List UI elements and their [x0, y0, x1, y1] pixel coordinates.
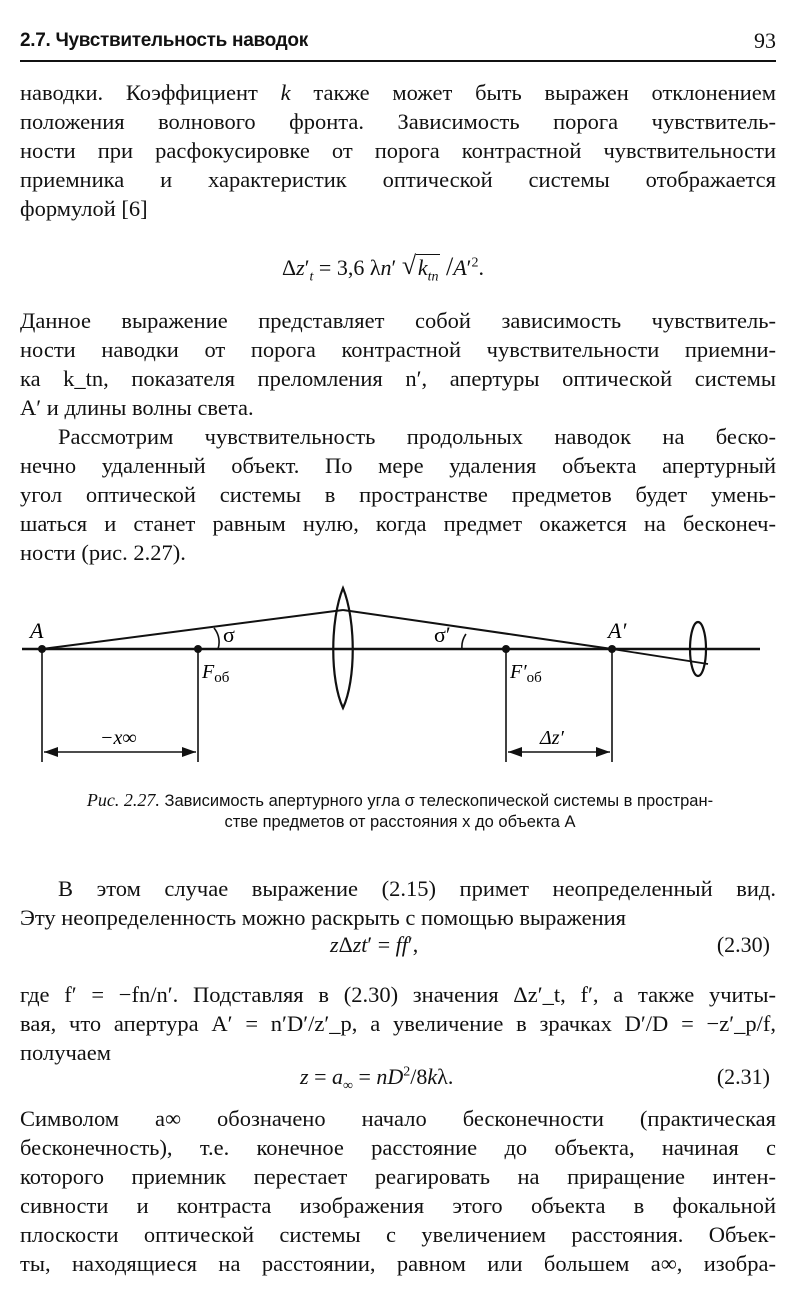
- label-delta-z-prime: Δz′: [540, 727, 564, 749]
- label-f-ob: $F_{об}$: [202, 661, 230, 686]
- figure-telescope-diagram: [0, 580, 794, 780]
- text-line: которого приемник перестает реагировать на приращение интен-: [20, 1164, 776, 1189]
- ray-incoming: [42, 610, 343, 649]
- text-line: шаться и станет равным нулю, когда предмет окажется на бесконеч-: [20, 511, 776, 536]
- label-sigma-prime: σ′: [434, 622, 451, 647]
- text-line: ности (рис. 2.27).: [20, 540, 186, 565]
- text-line: наводки. Коэффициент k также может быть выражен отклонением: [20, 80, 777, 105]
- text-line: получаем: [20, 1040, 111, 1065]
- label-sigma: σ: [223, 622, 235, 647]
- formula-delta-z: $\Delta z'_t = 3,6$ λn′ √ $k_{tn}$ $/A'^2$.: [282, 251, 484, 285]
- text-line: вая, что апертура A′ = n′D′/z′_p, а увеличение в зрачках D′/D = −z′_p/f,: [20, 1011, 776, 1036]
- text-line: Символом a∞ обозначено начало бесконечности (практическая: [20, 1106, 776, 1131]
- text-line: ка k_tn, показателя преломления n′, апертуры оптической системы: [20, 366, 776, 391]
- arrowhead: [182, 747, 196, 757]
- arrowhead: [508, 747, 522, 757]
- text-line: нечно удаленный объект. По мере удаления объекта апертурный: [20, 453, 776, 478]
- caption-label: Рис. 2.27.: [86, 790, 160, 810]
- label-a-prime: A′: [608, 618, 627, 643]
- text-line: бесконечность), т.е. конечное расстояние до объекта, начиная с: [20, 1135, 776, 1160]
- text-line: Рассмотрим чувствительность продольных наводок на беско-: [58, 424, 776, 449]
- text-line: где f′ = −fn/n′. Подставляя в (2.30) значения Δz′_t, f′, а также учиты-: [20, 982, 776, 1007]
- paragraph-2: [20, 306, 776, 422]
- label-a: A: [30, 618, 44, 643]
- equation-number-2-30: (2.30): [716, 932, 770, 957]
- text-line: A′ и длины волны света.: [20, 395, 254, 420]
- text-line: сивности и контраста изображения этого объекта в фокальной: [20, 1193, 776, 1218]
- ray-diverging: [612, 649, 708, 664]
- equation-number-2-31: (2.31): [716, 1064, 770, 1089]
- formula-2-30: zΔzt′ = ff′,: [330, 932, 419, 957]
- text-line: Эту неопределенность можно раскрыть с помощью выражения: [20, 905, 627, 930]
- text-line: положения волнового фронта. Зависимость порога чувствитель-: [20, 109, 776, 134]
- paragraph-6: [20, 1104, 776, 1278]
- text-line: плоскости оптической системы с увеличением расстояния. Объек-: [20, 1222, 776, 1247]
- section-title: 2.7. Чувствительность наводок: [20, 30, 308, 51]
- paragraph-5: [20, 980, 776, 1067]
- figure-caption: [30, 790, 770, 833]
- arrowhead: [44, 747, 58, 757]
- page-number: 93: [754, 28, 776, 53]
- text-line: ты, находящиеся на расстоянии, равном или большем a∞, изобра-: [20, 1251, 776, 1276]
- text-line: приемника и характеристик оптической системы отображается: [20, 167, 776, 192]
- text-line: угол оптической системы в пространстве предметов будет умень-: [20, 482, 776, 507]
- caption-line: стве предметов от расстояния x до объекта A: [224, 813, 576, 831]
- label-minus-x-inf: −x∞: [100, 727, 137, 749]
- paragraph-1: [20, 78, 776, 223]
- ray-converging: [343, 610, 612, 649]
- arrowhead: [596, 747, 610, 757]
- angle-sigma-prime-arc: [462, 634, 466, 649]
- paragraph-4: [20, 874, 776, 932]
- text-line: ности наводки от порога контрастной чувствительности приемни-: [20, 337, 776, 362]
- running-header: [20, 26, 776, 62]
- text-line: Данное выражение представляет собой зависимость чувствитель-: [20, 308, 776, 333]
- caption-line: Зависимость апертурного угла σ телескопической системы в простран-: [164, 792, 714, 810]
- angle-sigma-arc: [214, 628, 219, 649]
- label-f-ob-prime: $F'_{об}$: [510, 661, 542, 686]
- text-line: формулой [6]: [20, 196, 148, 221]
- paragraph-3: [20, 422, 776, 567]
- formula-2-31: $z = a_\infty = nD^2/8k\lambda$.: [300, 1064, 454, 1094]
- text-line: ности при расфокусировке от порога контрастной чувствительности: [20, 138, 776, 163]
- text-line: В этом случае выражение (2.15) примет неопределенный вид.: [58, 876, 776, 901]
